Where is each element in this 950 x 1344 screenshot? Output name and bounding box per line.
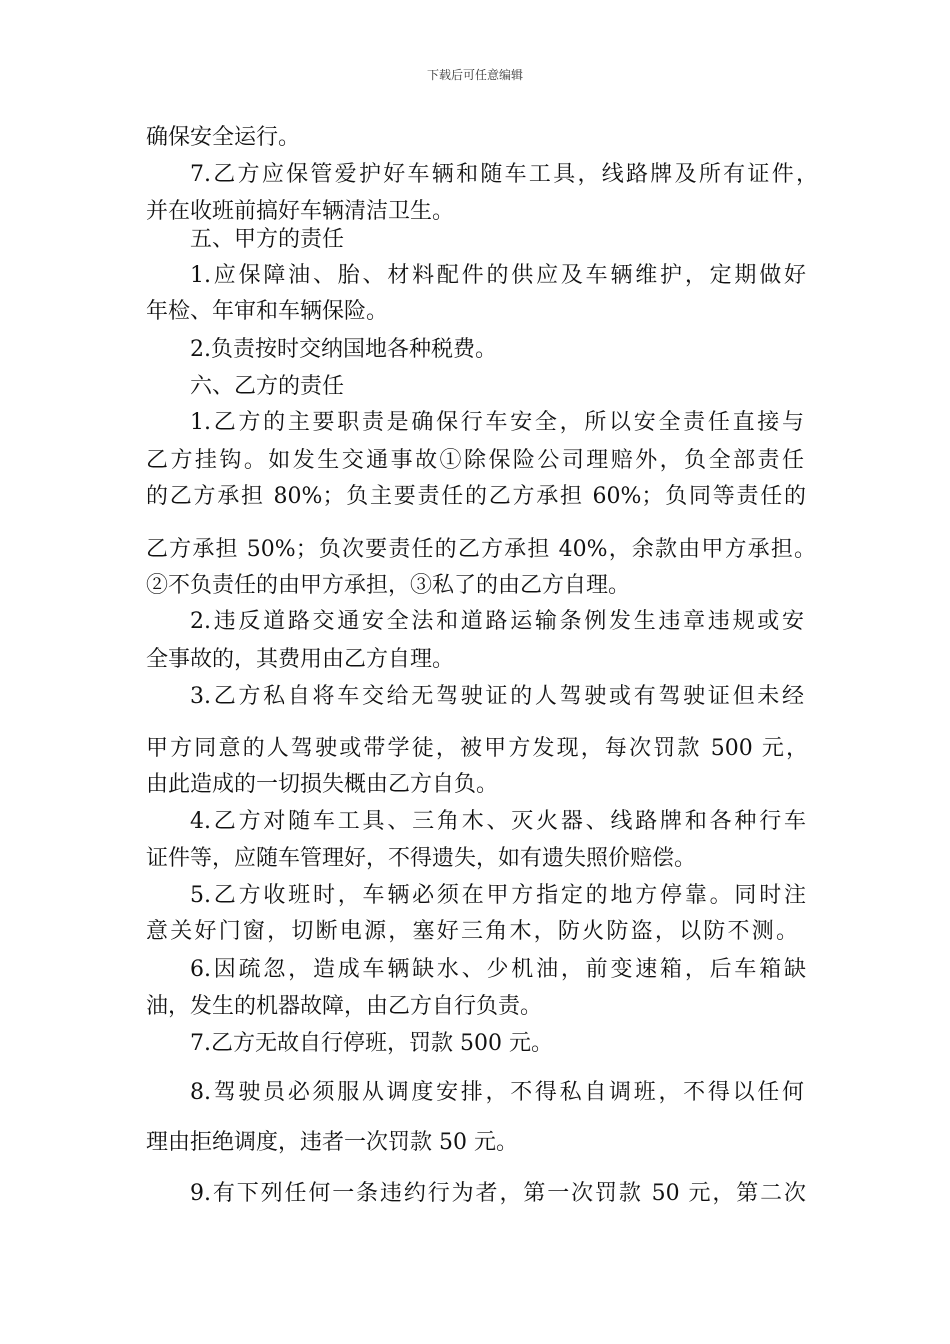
section-heading: 五、甲方的责任 [190, 227, 345, 252]
body-line: 1.应保障油、胎、材料配件的供应及车辆维护，定期做好 [190, 263, 806, 288]
body-line: 9.有下列任何一条违约行为者，第一次罚款 50 元，第二次 [190, 1181, 806, 1206]
body-line: 证件等，应随车管理好，不得遗失，如有遗失照价赔偿。 [146, 846, 697, 871]
body-line: 1.乙方的主要职责是确保行车安全，所以安全责任直接与 [190, 410, 804, 435]
body-line: 由此造成的一切损失概由乙方自负。 [146, 772, 499, 797]
body-line: 理由拒绝调度，违者一次罚款 50 元。 [146, 1130, 518, 1155]
body-line: 7.乙方无故自行停班，罚款 500 元。 [190, 1031, 553, 1056]
body-line: 甲方同意的人驾驶或带学徒，被甲方发现，每次罚款 500 元， [146, 736, 808, 761]
page-header: 下载后可任意编辑 [426, 68, 523, 82]
body-line: 油，发生的机器故障，由乙方自行负责。 [146, 994, 543, 1019]
body-line: 4.乙方对随车工具、三角木、灭火器、线路牌和各种行车 [190, 809, 806, 834]
body-line: 3.乙方私自将车交给无驾驶证的人驾驶或有驾驶证但未经 [190, 684, 804, 709]
body-line: 全事故的，其费用由乙方自理。 [146, 647, 455, 672]
body-line: ②不负责任的由甲方承担，③私了的由乙方自理。 [146, 573, 631, 598]
body-line: 并在收班前搞好车辆清洁卫生。 [146, 199, 455, 224]
body-line: 7.乙方应保管爱护好车辆和随车工具，线路牌及所有证件， [190, 162, 818, 187]
body-line: 2.违反道路交通安全法和道路运输条例发生违章违规或安 [190, 609, 804, 634]
section-heading: 六、乙方的责任 [190, 374, 345, 399]
body-line: 意关好门窗，切断电源，塞好三角木，防火防盗，以防不测。 [146, 919, 798, 944]
body-line: 8.驾驶员必须服从调度安排，不得私自调班，不得以任何 [190, 1080, 804, 1105]
body-line: 6.因疏忽，造成车辆缺水、少机油，前变速箱，后车箱缺 [190, 957, 806, 982]
body-line: 2.负责按时交纳国地各种税费。 [190, 337, 497, 362]
body-line: 确保安全运行。 [146, 125, 301, 150]
body-line: 5.乙方收班时，车辆必须在甲方指定的地方停靠。同时注 [190, 883, 806, 908]
body-line: 乙方挂钩。如发生交通事故①除保险公司理赔外，负全部责任 [146, 448, 804, 473]
body-line: 年检、年审和车辆保险。 [146, 299, 389, 324]
body-line: 的乙方承担 80%；负主要责任的乙方承担 60%；负同等责任的 [146, 484, 806, 509]
body-line: 乙方承担 50%；负次要责任的乙方承担 40%，余款由甲方承担。 [146, 537, 816, 562]
